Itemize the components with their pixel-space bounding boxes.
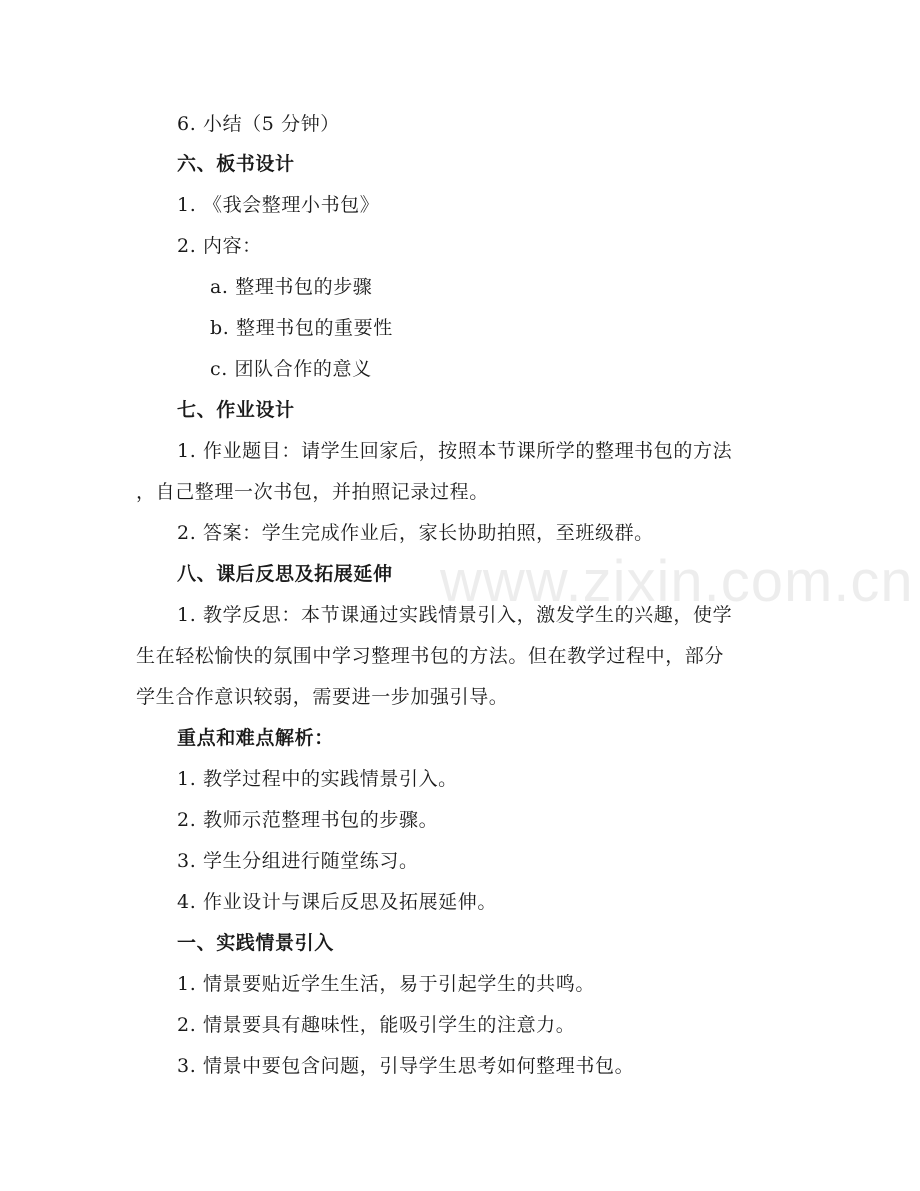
reflection-item-1: 1. 教学反思：本节课通过实践情景引入，激发学生的兴趣，使学 [177, 604, 733, 626]
key-point-4: 4. 作业设计与课后反思及拓展延伸。 [177, 891, 497, 913]
key-point-2: 2. 教师示范整理书包的步骤。 [177, 809, 439, 831]
practice-item-1: 1. 情景要贴近学生生活，易于引起学生的共鸣。 [177, 973, 595, 995]
board-subitem-c: c. 团队合作的意义 [210, 358, 372, 380]
reflection-item-1-continued-2: 学生合作意识较弱，需要进一步加强引导。 [136, 686, 509, 708]
board-subitem-b: b. 整理书包的重要性 [210, 317, 393, 339]
homework-item-1-continued: ，自己整理一次书包，并拍照记录过程。 [136, 481, 489, 503]
section-heading-practice-intro: 一、实践情景引入 [177, 932, 334, 954]
section-heading-reflection: 八、课后反思及拓展延伸 [177, 563, 393, 585]
key-point-3: 3. 学生分组进行随堂练习。 [177, 850, 419, 872]
homework-item-2: 2. 答案：学生完成作业后，家长协助拍照，至班级群。 [177, 522, 654, 544]
practice-item-2: 2. 情景要具有趣味性，能吸引学生的注意力。 [177, 1014, 576, 1036]
board-item-title: 1. 《我会整理小书包》 [177, 194, 380, 216]
board-item-content: 2. 内容： [177, 235, 262, 257]
watermark: www.zixin.com.cn [440, 549, 914, 614]
key-point-1: 1. 教学过程中的实践情景引入。 [177, 768, 458, 790]
summary-item: 6. 小结（5 分钟） [177, 113, 340, 135]
board-subitem-a: a. 整理书包的步骤 [210, 276, 373, 298]
practice-item-3: 3. 情景中要包含问题，引导学生思考如何整理书包。 [177, 1055, 635, 1077]
homework-item-1: 1. 作业题目：请学生回家后，按照本节课所学的整理书包的方法 [177, 440, 733, 462]
section-heading-key-points: 重点和难点解析： [177, 727, 334, 749]
section-heading-homework: 七、作业设计 [177, 399, 295, 421]
section-heading-board-design: 六、板书设计 [177, 153, 295, 175]
reflection-item-1-continued-1: 生在轻松愉快的氛围中学习整理书包的方法。但在教学过程中，部分 [136, 645, 725, 667]
